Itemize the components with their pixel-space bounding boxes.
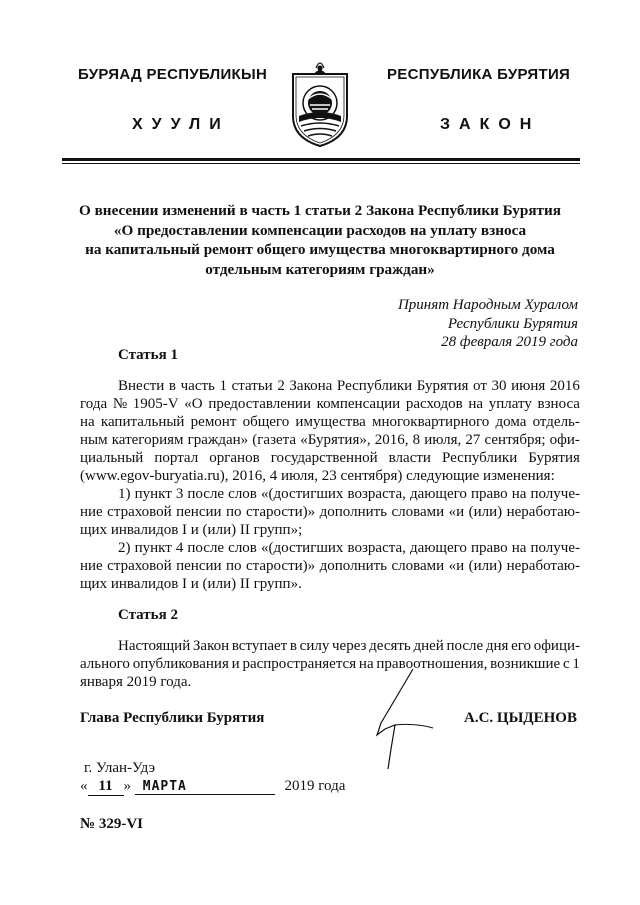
text-line: циальный портал органов государственной власти Республики Бурятия: [80, 450, 580, 466]
text-line: ным категориям граждан» (газета «Бурятия», 2016, 8 июля, 27 сентября; офи-: [80, 432, 580, 448]
text-line: щих инвалидов I и (или) II групп»;: [80, 522, 303, 538]
header-thin-rule: [62, 163, 580, 164]
date-month: МАРТА: [135, 779, 275, 795]
text-line: Внести в часть 1 статьи 2 Закона Республики Бурятия от 30 июня 2016: [118, 378, 580, 394]
article-2-body: [80, 637, 580, 691]
article-2-heading: Статья 2: [118, 607, 178, 623]
text-line: 2) пункт 4 после слов «(достигших возраста, дающего право на получе-: [118, 540, 580, 556]
text-line: ние страховой пенсии по старости)» дополнить словами «и (или) неработаю-: [80, 558, 580, 574]
text-line: года № 1905-V «О предоставлении компенсации расходов на уплату взноса: [80, 396, 580, 412]
text-line: (www.egov-buryatia.ru), 2016, 4 июля, 23 сентября) следующие изменения:: [80, 468, 555, 484]
text-line: ального опубликования и распространяется на правоотношения, возникшие с 1: [80, 656, 580, 672]
header-left-top: БУРЯАД РЕСПУБЛИКЫН: [78, 66, 268, 83]
coat-of-arms-emblem: [287, 58, 353, 148]
text-line: щих инвалидов I и (или) II групп».: [80, 576, 302, 592]
signatory-position: Глава Республики Бурятия: [80, 710, 265, 726]
date-year: 2019 года: [284, 778, 346, 794]
text-line: на капитальный ремонт общего имущества многоквартирного дома отдель-: [80, 414, 580, 430]
text-line: ние страховой пенсии по старости)» дополнить словами «и (или) неработаю-: [80, 504, 580, 520]
paragraph: [80, 637, 580, 691]
header-left-bottom: ХУУЛИ: [132, 116, 230, 133]
handwritten-signature: [355, 665, 465, 770]
paragraph: [80, 377, 580, 485]
law-title-line: отдельным категориям граждан»: [205, 260, 435, 278]
place-of-signing: г. Улан-Удэ: [84, 760, 156, 776]
signing-date: [80, 778, 345, 796]
adoption-note: [398, 296, 578, 352]
signatory-name: А.С. ЦЫДЕНОВ: [464, 710, 577, 726]
text-line: Настоящий Закон вступает в силу через десять дней после дня его офици-: [118, 638, 580, 654]
adoption-line: Республики Бурятия: [447, 315, 578, 332]
law-title-line: на капитальный ремонт общего имущества многоквартирного дома: [85, 241, 555, 258]
text-line: января 2019 года.: [80, 674, 192, 690]
law-number: № 329-VI: [80, 816, 143, 832]
adoption-line: 28 февраля 2019 года: [441, 334, 578, 350]
law-title: [60, 201, 580, 279]
header-thick-rule: [62, 158, 580, 161]
date-day: 11: [88, 778, 124, 796]
article-1-heading: Статья 1: [118, 347, 178, 363]
adoption-line: Принят Народным Хуралом: [397, 297, 578, 313]
text-line: 1) пункт 3 после слов «(достигших возраста, дающего право на получе-: [118, 486, 580, 502]
law-title-line: «О предоставлении компенсации расходов на уплату взноса: [113, 221, 527, 239]
article-1-body: [80, 377, 580, 593]
date-open-quote: «: [80, 778, 88, 794]
date-close-quote: »: [123, 778, 131, 794]
paragraph: [80, 539, 580, 593]
header-right-top: РЕСПУБЛИКА БУРЯТИЯ: [387, 66, 571, 83]
law-title-line: О внесении изменений в часть 1 статьи 2 Закона Республики Бурятия: [79, 202, 561, 219]
paragraph: [80, 485, 580, 539]
header-right-bottom: ЗАКОН: [440, 116, 541, 133]
